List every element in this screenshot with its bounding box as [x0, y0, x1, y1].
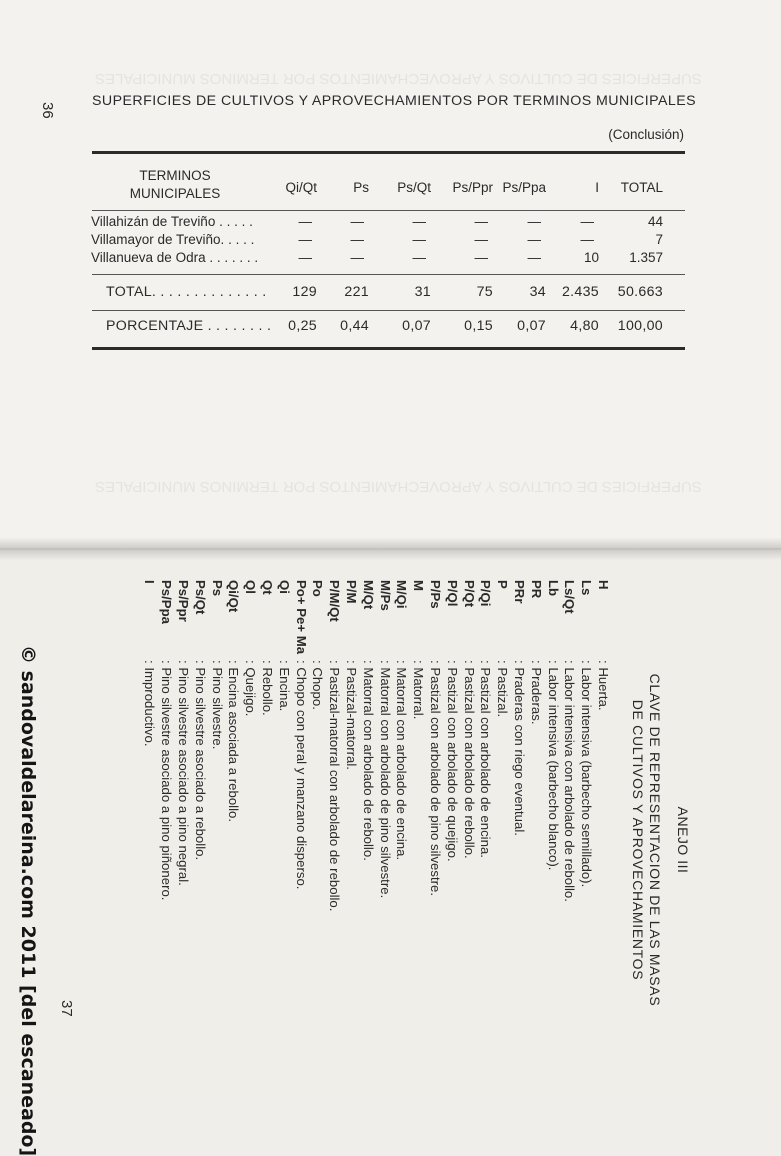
legend-item [426, 580, 443, 1100]
column-header: Ps [353, 180, 369, 195]
legend-description: : Pastizal-matorral con arbolado de rebollo. [327, 660, 343, 912]
table-cell: — [350, 214, 364, 229]
legend-item [544, 580, 561, 1100]
total-cell: 50.663 [617, 284, 663, 300]
percent-cell: 0,07 [402, 318, 431, 334]
table-cell: 7 [655, 232, 663, 247]
table-bottom-rule [92, 347, 685, 350]
legend-item [241, 580, 258, 1100]
percent-cell: 0,25 [288, 318, 317, 334]
column-header: Ps/Ppr [452, 180, 493, 195]
bleed-through-title: SUPERFICIES DE CULTIVOS Y APROVECHAMIENTOS POR TERMINOS MUNICIPALES [95, 478, 702, 495]
table-cell: — [474, 214, 488, 229]
legend-description: : Pastizal con arbolado de encina. [478, 660, 494, 858]
legend-code: M/Ps [377, 580, 393, 611]
percent-label: PORCENTAJE . . . . . . . . [106, 318, 272, 334]
legend-item [208, 580, 225, 1100]
clave-line-1: CLAVE DE REPRESENTACION DE LAS MASAS [647, 673, 663, 1007]
legend-description: : Pastizal con arbolado de quejigo. [444, 660, 460, 862]
legend-code: Ql [243, 580, 259, 594]
page-number-37: 37 [58, 1000, 75, 1017]
table-cell: — [580, 232, 594, 247]
legend-description: : Pino silvestre. [209, 660, 225, 750]
percent-rule [92, 310, 685, 311]
legend-description: : Matorral. [411, 660, 427, 720]
legend-item [325, 580, 342, 1100]
header-municipales: MUNICIPALES [129, 186, 221, 201]
legend-description: : Chopo con peral y manzano disperso. [293, 660, 309, 890]
table-cell: — [298, 214, 312, 229]
total-cell: 31 [414, 284, 431, 300]
legend-code: Ls [579, 580, 595, 596]
legend-code: PR [528, 580, 544, 599]
legend-item [191, 580, 208, 1100]
legend-description: : Rebollo. [260, 660, 276, 716]
legend-item [376, 580, 393, 1100]
column-header: Ps/Qt [397, 180, 431, 195]
anejo-heading: ANEJO III [675, 806, 691, 874]
legend-item [477, 580, 494, 1100]
column-header: Qi/Qt [285, 180, 317, 195]
legend-code: P [495, 580, 511, 589]
legend-item [258, 580, 275, 1100]
legend-item [561, 580, 578, 1100]
legend-item [275, 580, 292, 1100]
legend-description: : Quejigo. [243, 660, 259, 717]
legend-description: : Matorral con arbolado de pino silvestre. [377, 660, 393, 899]
legend-description: : Encina. [276, 660, 292, 712]
column-header: I [595, 180, 599, 195]
percent-cell: 100,00 [617, 318, 663, 334]
copyright-watermark: © sandovaldelareina.com 2011 [del escaneado] [17, 645, 39, 1156]
table-cell: — [412, 250, 426, 265]
table-cell: — [474, 232, 488, 247]
table-cell: — [412, 232, 426, 247]
table-cell: — [527, 250, 541, 265]
legend-item [225, 580, 242, 1100]
legend-description: : Pastizal con arbolado de pino silvestre. [428, 660, 444, 897]
percent-cell: 0,07 [517, 318, 546, 334]
legend-code: Qt [260, 580, 276, 595]
total-cell: 34 [529, 284, 546, 300]
legend-code: M/Qi [394, 580, 410, 609]
legend-code: I [142, 580, 158, 584]
legend-item [527, 580, 544, 1100]
table-cell: — [580, 214, 594, 229]
row-name: Villanueva de Odra . . . . . . . [91, 250, 259, 265]
table-cell: 10 [583, 250, 599, 265]
table-cell: 44 [647, 214, 663, 229]
legend-code: P/Ps [428, 580, 444, 609]
table-cell: — [474, 250, 488, 265]
column-header: TOTAL [620, 180, 663, 195]
legend-item [443, 580, 460, 1100]
table-top-rule [92, 151, 685, 154]
table-cell: — [298, 232, 312, 247]
percent-cell: 0,15 [464, 318, 493, 334]
legend-code: M/Qt [360, 580, 376, 610]
legend-code: Po+ Pe+ Ma [293, 580, 309, 655]
percent-cell: 0,44 [340, 318, 369, 334]
table-cell: — [350, 250, 364, 265]
table-cell: — [350, 232, 364, 247]
legend-item [510, 580, 527, 1100]
legend-code: Ls/Qt [562, 580, 578, 614]
legend-description: : Pastizal. [495, 660, 511, 718]
legend-description: : Pastizal con arbolado de rebollo. [461, 660, 477, 859]
legend-item [174, 580, 191, 1100]
legend-item [594, 580, 611, 1100]
bleed-through-title-upper: SUPERFICIES DE CULTIVOS Y APROVECHAMIENTOS POR TERMINOS MUNICIPALES [95, 70, 702, 87]
legend-code: Qi [276, 580, 292, 594]
table-cell: 1.357 [629, 250, 663, 265]
legend-code: P/Qt [461, 580, 477, 608]
table-cell: — [412, 214, 426, 229]
legend-description: : Improductivo. [142, 660, 158, 747]
legend-description: : Huerta. [596, 660, 611, 711]
legend-item [342, 580, 359, 1100]
legend-code: P/Qi [478, 580, 494, 607]
percent-cell: 4,80 [570, 318, 599, 334]
legend-code: P/M [344, 580, 360, 604]
rotated-page [131, 580, 691, 1100]
legend-description: : Matorral con arbolado de encina. [394, 660, 410, 861]
legend-description: : Pastizal-matorral. [344, 660, 360, 770]
legend-description: : Pino silvestre asociado a rebollo. [192, 660, 208, 861]
clave-line-2: DE CULTIVOS Y APROVECHAMIENTOS [630, 699, 646, 981]
legend-code: M [411, 580, 427, 591]
legend-description: : Matorral con arbolado de rebollo. [360, 660, 376, 861]
total-cell: 129 [292, 284, 317, 300]
legend-code: P/M/Qt [327, 580, 343, 622]
row-name: Villamayor de Treviño. . . . . [91, 232, 255, 247]
legend-item [393, 580, 410, 1100]
legend-item [493, 580, 510, 1100]
clave-heading [629, 580, 663, 1100]
legend-item [577, 580, 594, 1100]
legend-code: Ps [209, 580, 225, 597]
legend-code: PRr [512, 580, 528, 604]
legend-code: Lb [545, 580, 561, 597]
legend-item [359, 580, 376, 1100]
legend-code: Po [310, 580, 326, 597]
legend-description: : Encina asociada a rebollo. [226, 660, 242, 823]
legend-item [141, 580, 158, 1100]
page-fold [0, 538, 781, 560]
table-cell: — [527, 232, 541, 247]
legend-description: : Praderas con riego eventual. [512, 660, 528, 836]
column-header: Ps/Ppa [502, 180, 546, 195]
legend-item [409, 580, 426, 1100]
legend-item [309, 580, 326, 1100]
header-rule [92, 210, 685, 211]
legend-code: Qi/Qt [226, 580, 242, 613]
table-cell: — [527, 214, 541, 229]
total-cell: 2.435 [561, 284, 599, 300]
table-cell: — [298, 250, 312, 265]
rotated-page-inner [131, 580, 691, 1100]
legend-code: Ps/Ppr [176, 580, 192, 622]
page-title: SUPERFICIES DE CULTIVOS Y APROVECHAMIENTOS POR TERMINOS MUNICIPALES [92, 93, 697, 109]
legend-code: H [596, 580, 611, 590]
legend-item [292, 580, 309, 1100]
total-label: TOTAL. . . . . . . . . . . . . . [106, 284, 267, 300]
legend-description: : Pino silvestre asociado a pino negral. [176, 660, 192, 886]
table-subtitle: (Conclusión) [608, 127, 684, 142]
legend-item [460, 580, 477, 1100]
header-terminos: TERMINOS [139, 168, 211, 183]
legend-description: : Pino silvestre asociado a pino piñonero. [159, 660, 175, 901]
legend-list [141, 580, 611, 1100]
legend-code: P/Ql [444, 580, 460, 607]
legend-item [157, 580, 174, 1100]
legend-description: : Labor intensiva (barbecho blanco). [545, 660, 561, 871]
legend-description: : Labor intensiva (barbecho semillado). [579, 660, 595, 888]
total-cell: 221 [344, 284, 369, 300]
legend-description: : Praderas. [528, 660, 544, 725]
total-cell: 75 [476, 284, 493, 300]
legend-code: Ps/Ppa [159, 580, 175, 624]
legend-description: : Chopo. [310, 660, 326, 710]
legend-description: : Labor intensiva con arbolado de rebollo. [562, 660, 578, 902]
row-name: Villahizán de Treviño . . . . . [91, 214, 253, 229]
page-number-36: 36 [39, 102, 56, 119]
total-rule [92, 274, 685, 275]
legend-code: Ps/Qt [192, 580, 208, 615]
